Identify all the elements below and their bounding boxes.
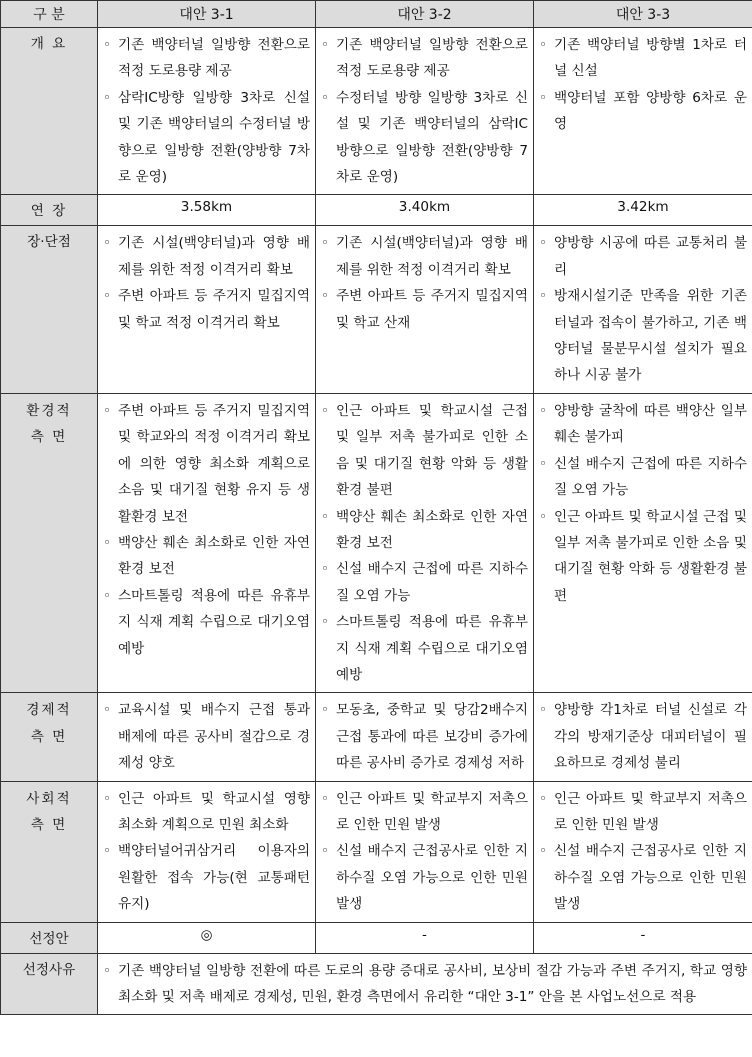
overview-row	[1, 28, 752, 195]
social-alt1-item-1: ◦ 인근 아파트 및 학교시설 영향 최소화 계획으로 민원 최소화	[103, 786, 310, 839]
environment-alt3-item-3: ◦ 인근 아파트 및 학교시설 근접 및 일부 저촉 불가피로 인한 소음 및 대기질 현황 악화 등 생활환경 불편	[539, 504, 747, 610]
overview-alt3-item-2: ◦ 백양터널 포함 양방향 6차로 운영	[539, 85, 747, 138]
overview-alt3-item-1: ◦ 기존 백양터널 방향별 1차로 터널 신설	[539, 32, 747, 85]
environment-alt1-item-1: ◦ 주변 아파트 등 주거지 밀집지역 및 학교와의 적정 이격거리 확보에 의한 영향 최소화 계획으로 소음 및 대기질 현황 유지 등 생활환경 보전	[103, 398, 310, 530]
pros-cons-alt-3-3	[534, 226, 752, 393]
overview-alt1-item-1: ◦ 기존 백양터널 일방향 전환으로 적정 도로용량 제공	[103, 32, 310, 85]
environment-alt-3-2	[316, 393, 534, 692]
environment-alt1-item-2: ◦ 백양산 훼손 최소화로 인한 자연환경 보전	[103, 530, 310, 583]
environment-alt-3-3	[534, 393, 752, 692]
distance-alt-3-2: 3.40km	[316, 195, 534, 226]
overview-alt-3-3	[534, 28, 752, 195]
reason-text: ◦ 기존 백양터널 일방향 전환에 따른 도로의 용량 증대로 공사비, 보상비 절감 가능과 주변 주거지, 학교 영향 최소화 및 저촉 배제로 경제성, 민원, 환경 측면에서 유리한 “대안 3-1” 안을 본 사업노선으로 적용	[103, 958, 747, 1011]
pros-cons-alt-3-2	[316, 226, 534, 393]
economic-alt3-item-1: ◦ 양방향 각1차로 터널 신설로 각각의 방재기준상 대피터널이 필요하므로 경제성 불리	[539, 697, 747, 776]
pros-cons-alt3-item-1: ◦ 양방향 시공에 따른 교통처리 불리	[539, 230, 747, 283]
environment-alt3-item-2: ◦ 신설 배수지 근접에 따른 지하수질 오염 가능	[539, 451, 747, 504]
distance-alt-3-1: 3.58km	[98, 195, 316, 226]
social-alt1-item-2: ◦ 백양터널어귀삼거리 이용자의 원활한 접속 가능(현 교통패턴 유지)	[103, 838, 310, 917]
selection-alt-3-3: -	[534, 922, 752, 953]
selection-row	[1, 922, 752, 953]
social-alt-3-2	[316, 781, 534, 922]
economic-label-line-1: 경제적	[26, 702, 72, 719]
pros-cons-label: 장·단점	[1, 226, 98, 393]
selection-alt-3-2: -	[316, 922, 534, 953]
environment-label-line-1: 환경적	[26, 402, 72, 419]
environment-alt2-item-4: ◦ 스마트톨링 적용에 따른 유휴부지 식재 계획 수립으로 대기오염 예방	[321, 609, 528, 688]
social-alt-3-3	[534, 781, 752, 922]
environment-alt2-item-2: ◦ 백양산 훼손 최소화로 인한 자연환경 보전	[321, 504, 528, 557]
pros-cons-alt-3-1	[98, 226, 316, 393]
distance-label: 연 장	[1, 195, 98, 226]
social-label-line-1: 사회적	[26, 790, 72, 807]
economic-alt2-item-1: ◦ 모동초, 중학교 및 당감2배수지 근접 통과에 따른 보강비 증가에 따른 공사비 증가로 경제성 저하	[321, 697, 528, 776]
social-alt2-item-1: ◦ 인근 아파트 및 학교부지 저촉으로 인한 민원 발생	[321, 786, 528, 839]
social-alt-3-1	[98, 781, 316, 922]
economic-alt-3-1	[98, 693, 316, 781]
economic-row	[1, 693, 752, 781]
header-alt-3-2: 대안 3-2	[316, 1, 534, 28]
overview-alt2-item-2: ◦ 수정터널 방향 일방향 3차로 신설 및 기존 백양터널의 삼락IC 방향으로 일방향 전환(양방향 7차로 운영)	[321, 85, 528, 191]
environment-label-line-2: 측 면	[30, 429, 68, 446]
reason-label: 선정사유	[1, 953, 98, 1015]
economic-label	[1, 693, 98, 781]
overview-label: 개 요	[1, 28, 98, 195]
social-row	[1, 781, 752, 922]
distance-alt-3-3: 3.42km	[534, 195, 752, 226]
overview-alt-3-1	[98, 28, 316, 195]
pros-cons-alt1-item-2: ◦ 주변 아파트 등 주거지 밀집지역 및 학교 적정 이격거리 확보	[103, 283, 310, 336]
pros-cons-alt2-item-1: ◦ 기존 시설(백양터널)과 영향 배제를 위한 적정 이격거리 확보	[321, 230, 528, 283]
pros-cons-alt3-item-2: ◦ 방재시설기준 만족을 위한 기존 터널과 접속이 불가하고, 기존 백양터널 물분무시설 설치가 필요하나 시공 불가	[539, 283, 747, 389]
environment-alt1-item-3: ◦ 스마트톨링 적용에 따른 유휴부지 식재 계획 수립으로 대기오염 예방	[103, 583, 310, 662]
economic-alt-3-2	[316, 693, 534, 781]
environment-label	[1, 393, 98, 692]
economic-alt-3-3	[534, 693, 752, 781]
header-row	[1, 1, 752, 28]
pros-cons-alt1-item-1: ◦ 기존 시설(백양터널)과 영향 배제를 위한 적정 이격거리 확보	[103, 230, 310, 283]
environment-alt3-item-1: ◦ 양방향 굴착에 따른 백양산 일부 훼손 불가피	[539, 398, 747, 451]
social-label	[1, 781, 98, 922]
selection-alt-3-1: ◎	[98, 922, 316, 953]
social-alt3-item-1: ◦ 인근 아파트 및 학교부지 저촉으로 인한 민원 발생	[539, 786, 747, 839]
pros-cons-alt2-item-2: ◦ 주변 아파트 등 주거지 밀집지역 및 학교 산재	[321, 283, 528, 336]
reason-text-cell	[98, 953, 752, 1015]
header-alt-3-1: 대안 3-1	[98, 1, 316, 28]
overview-alt-3-2	[316, 28, 534, 195]
social-label-line-2: 측 면	[30, 816, 68, 833]
social-alt2-item-2: ◦ 신설 배수지 근접공사로 인한 지하수질 오염 가능으로 인한 민원 발생	[321, 838, 528, 917]
social-alt3-item-2: ◦ 신설 배수지 근접공사로 인한 지하수질 오염 가능으로 인한 민원 발생	[539, 838, 747, 917]
economic-alt1-item-1: ◦ 교육시설 및 배수지 근접 통과 배제에 따른 공사비 절감으로 경제성 양호	[103, 697, 310, 776]
overview-alt1-item-2: ◦ 삼락IC방향 일방향 3차로 신설 및 기존 백양터널의 수정터널 방향으로 일방향 전환(양방향 7차로 운영)	[103, 85, 310, 191]
header-category: 구 분	[1, 1, 98, 28]
overview-alt2-item-1: ◦ 기존 백양터널 일방향 전환으로 적정 도로용량 제공	[321, 32, 528, 85]
distance-row	[1, 195, 752, 226]
header-alt-3-3: 대안 3-3	[534, 1, 752, 28]
selection-label: 선정안	[1, 922, 98, 953]
environment-row	[1, 393, 752, 692]
environment-alt2-item-1: ◦ 인근 아파트 및 학교시설 근접 및 일부 저촉 불가피로 인한 소음 및 대기질 현황 악화 등 생활환경 불편	[321, 398, 528, 504]
reason-row	[1, 953, 752, 1015]
environment-alt2-item-3: ◦ 신설 배수지 근접에 따른 지하수질 오염 가능	[321, 556, 528, 609]
economic-label-line-2: 측 면	[30, 728, 68, 745]
environment-alt-3-1	[98, 393, 316, 692]
pros-cons-row	[1, 226, 752, 393]
